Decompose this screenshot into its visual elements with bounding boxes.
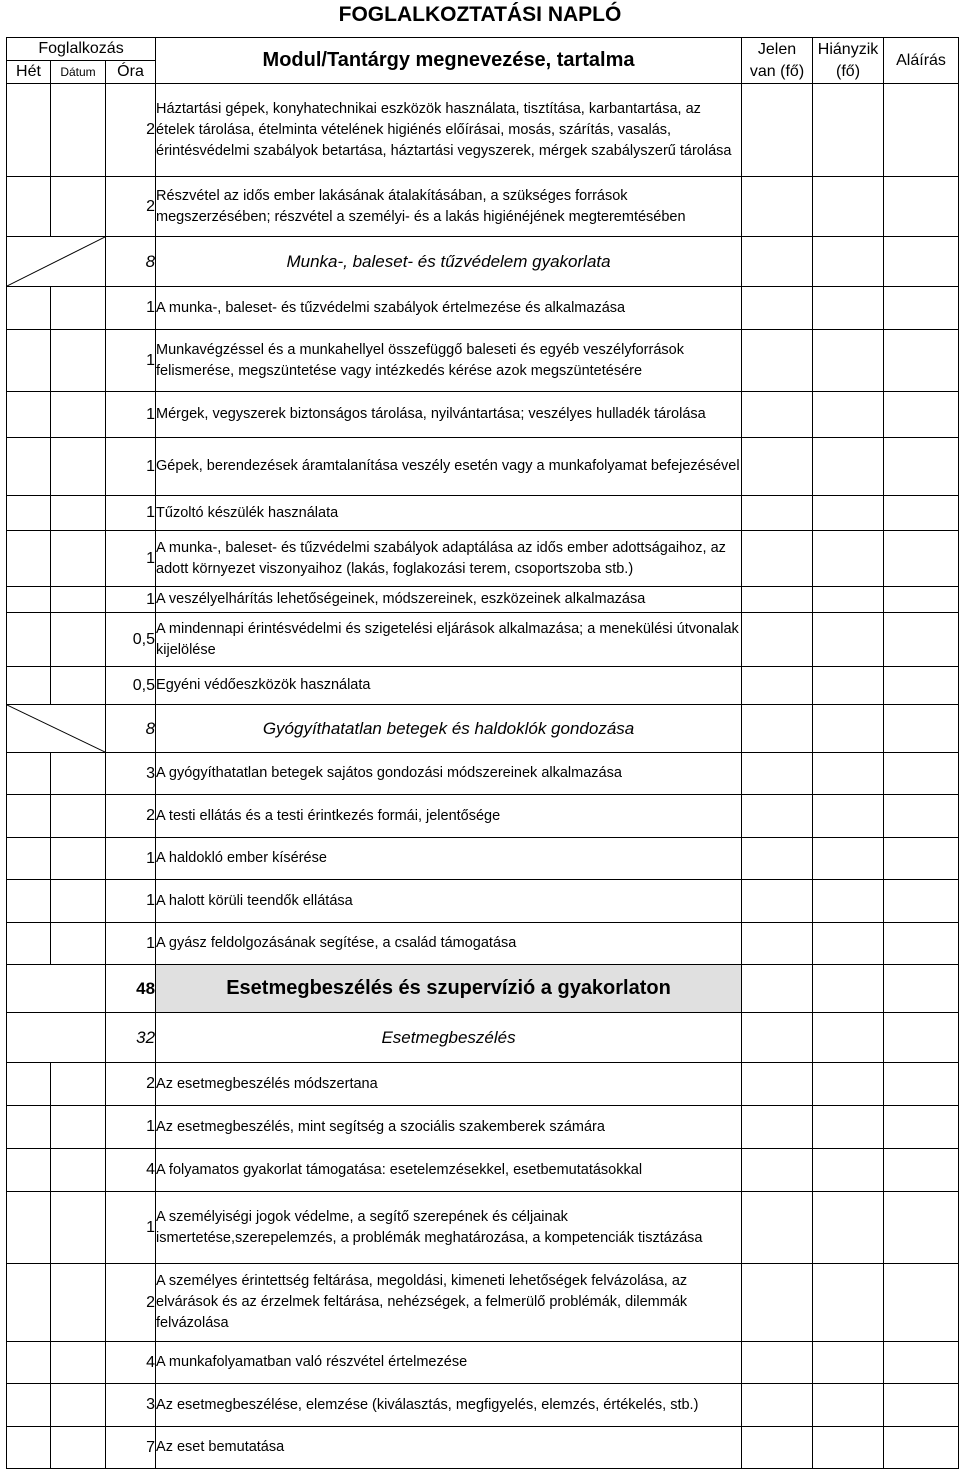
section-hours: 8 (106, 705, 156, 753)
signature-cell[interactable] (884, 438, 959, 496)
absent-cell[interactable] (813, 1013, 884, 1063)
present-cell[interactable] (742, 1384, 813, 1427)
table-row (7, 1192, 959, 1264)
datum-header: Dátum (51, 61, 106, 84)
activity-description: A személyiségi jogok védelme, a segítő szerepének és céljainak ismertetése,szerepelemzés, a problémák meghatározása, a kompetenciák tisztázása (156, 1192, 742, 1264)
hours-cell: 4 (106, 1342, 156, 1384)
activity-description: A személyes érintettség feltárása, megoldási, kimeneti lehetőségek felvázolása, az elvárások és az érzelmek feltárása, nehézségek, a felmerülő problémák, dilemmák felvázolása (156, 1264, 742, 1342)
datum-cell[interactable] (51, 1264, 106, 1342)
signature-cell[interactable] (884, 392, 959, 438)
section-row (7, 705, 959, 753)
present-cell[interactable] (742, 1106, 813, 1149)
het-cell[interactable] (7, 587, 51, 613)
absent-cell[interactable] (813, 965, 884, 1013)
datum-cell[interactable] (51, 587, 106, 613)
datum-cell[interactable] (51, 923, 106, 965)
hours-cell: 7 (106, 1427, 156, 1469)
absent-cell[interactable] (813, 1264, 884, 1342)
activity-description: A testi ellátás és a testi érintkezés formái, jelentősége (156, 795, 742, 838)
het-cell[interactable] (7, 330, 51, 392)
present-cell[interactable] (742, 1149, 813, 1192)
table-row (7, 177, 959, 237)
present-cell[interactable] (742, 880, 813, 923)
table-row (7, 1149, 959, 1192)
activity-description: Az esetmegbeszélés, mint segítség a szociális szakemberek számára (156, 1106, 742, 1149)
hours-cell: 4 (106, 1149, 156, 1192)
signature-cell[interactable] (884, 287, 959, 330)
datum-cell[interactable] (51, 753, 106, 795)
het-cell[interactable] (7, 1063, 51, 1106)
het-cell[interactable] (7, 1264, 51, 1342)
table-row (7, 438, 959, 496)
absent-cell[interactable] (813, 1149, 884, 1192)
jelen-header: Jelen van (fő) (742, 38, 813, 84)
signature-cell[interactable] (884, 613, 959, 667)
absent-cell[interactable] (813, 177, 884, 237)
hours-cell: 1 (106, 1192, 156, 1264)
section-diagonal (7, 705, 106, 753)
hours-cell: 1 (106, 330, 156, 392)
het-cell[interactable] (7, 392, 51, 438)
absent-cell[interactable] (813, 287, 884, 330)
activity-description: A halott körüli teendők ellátása (156, 880, 742, 923)
present-cell[interactable] (742, 1013, 813, 1063)
absent-cell[interactable] (813, 1342, 884, 1384)
datum-cell[interactable] (51, 613, 106, 667)
datum-cell[interactable] (51, 1384, 106, 1427)
absent-cell[interactable] (813, 84, 884, 177)
hours-cell: 1 (106, 880, 156, 923)
absent-cell[interactable] (813, 753, 884, 795)
present-cell[interactable] (742, 237, 813, 287)
het-cell[interactable] (7, 880, 51, 923)
section-title: Munka-, baleset- és tűzvédelem gyakorlata (156, 237, 742, 287)
het-cell[interactable] (7, 923, 51, 965)
present-cell[interactable] (742, 923, 813, 965)
present-cell[interactable] (742, 705, 813, 753)
modul-header: Modul/Tantárgy megnevezése, tartalma (156, 38, 742, 84)
signature-cell[interactable] (884, 330, 959, 392)
hours-cell: 3 (106, 1384, 156, 1427)
het-cell[interactable] (7, 177, 51, 237)
present-cell[interactable] (742, 1427, 813, 1469)
table-row (7, 753, 959, 795)
present-cell[interactable] (742, 753, 813, 795)
activity-description: Háztartási gépek, konyhatechnikai eszközök használata, tisztítása, karbantartása, az ételek tárolása, ételminta vételének higiénés előírásai, mosás, szárítás, vasalás, érintésvédelmi szabályok betartása, háztartási vegyszerek, mérgek szabályszerű tárolása (156, 84, 742, 177)
table-row (7, 496, 959, 531)
het-cell[interactable] (7, 753, 51, 795)
activity-description: A veszélyelhárítás lehetőségeinek, módszereinek, eszközeinek alkalmazása (156, 587, 742, 613)
activity-log-table (6, 37, 959, 1469)
present-cell[interactable] (742, 838, 813, 880)
table-row (7, 923, 959, 965)
signature-cell[interactable] (884, 1427, 959, 1469)
activity-description: A gyógyíthatatlan betegek sajátos gondozási módszereinek alkalmazása (156, 753, 742, 795)
hours-cell: 0,5 (106, 667, 156, 705)
table-row (7, 531, 959, 587)
het-cell[interactable] (7, 1106, 51, 1149)
activity-description: A gyász feldolgozásának segítése, a család támogatása (156, 923, 742, 965)
blank-cell (7, 965, 106, 1013)
alairas-header: Aláírás (884, 38, 959, 84)
absent-cell[interactable] (813, 705, 884, 753)
absent-cell[interactable] (813, 237, 884, 287)
absent-cell[interactable] (813, 1384, 884, 1427)
hours-cell: 2 (106, 1063, 156, 1106)
activity-description: A munka-, baleset- és tűzvédelmi szabályok értelmezése és alkalmazása (156, 287, 742, 330)
table-row (7, 1427, 959, 1469)
present-cell[interactable] (742, 177, 813, 237)
het-cell[interactable] (7, 1384, 51, 1427)
activity-description: A munkafolyamatban való részvétel értelmezése (156, 1342, 742, 1384)
het-cell[interactable] (7, 287, 51, 330)
absent-cell[interactable] (813, 613, 884, 667)
present-cell[interactable] (742, 1342, 813, 1384)
table-row (7, 1106, 959, 1149)
table-row (7, 880, 959, 923)
hours-cell: 1 (106, 587, 156, 613)
datum-cell[interactable] (51, 438, 106, 496)
hours-cell: 2 (106, 177, 156, 237)
present-cell[interactable] (742, 1192, 813, 1264)
section-diagonal (7, 237, 106, 287)
absent-cell[interactable] (813, 1106, 884, 1149)
page-title: FOGLALKOZTATÁSI NAPLÓ (338, 3, 622, 26)
ora-header: Óra (106, 61, 156, 84)
activity-description: A folyamatos gyakorlat támogatása: esetelemzésekkel, esetbemutatásokkal (156, 1149, 742, 1192)
datum-cell[interactable] (51, 880, 106, 923)
present-cell[interactable] (742, 795, 813, 838)
table-row (7, 613, 959, 667)
present-cell[interactable] (742, 531, 813, 587)
het-cell[interactable] (7, 838, 51, 880)
datum-cell[interactable] (51, 287, 106, 330)
hours-cell: 1 (106, 392, 156, 438)
activity-description: Az eset bemutatása (156, 1427, 742, 1469)
present-cell[interactable] (742, 1063, 813, 1106)
activity-description: A munka-, baleset- és tűzvédelmi szabályok adaptálása az idős ember adottságaihoz, az adott környezet viszonyaihoz (lakás, foglakozási terem, csoportszoba stb.) (156, 531, 742, 587)
signature-cell[interactable] (884, 1013, 959, 1063)
present-cell[interactable] (742, 667, 813, 705)
datum-cell[interactable] (51, 330, 106, 392)
section-title: Esetmegbeszélés (156, 1013, 742, 1063)
table-row (7, 795, 959, 838)
section-title: Gyógyíthatatlan betegek és haldoklók gondozása (156, 705, 742, 753)
table-row (7, 392, 959, 438)
signature-cell[interactable] (884, 496, 959, 531)
het-cell[interactable] (7, 1342, 51, 1384)
activity-description: Az esetmegbeszélése, elemzése (kiválasztás, megfigyelés, elemzés, értékelés, stb.) (156, 1384, 742, 1427)
signature-cell[interactable] (884, 705, 959, 753)
absent-cell[interactable] (813, 1192, 884, 1264)
signature-cell[interactable] (884, 795, 959, 838)
major-section-row (7, 965, 959, 1013)
hours-cell: 1 (106, 923, 156, 965)
datum-cell[interactable] (51, 84, 106, 177)
het-cell[interactable] (7, 1149, 51, 1192)
activity-description: Egyéni védőeszközök használata (156, 667, 742, 705)
signature-cell[interactable] (884, 880, 959, 923)
present-cell[interactable] (742, 587, 813, 613)
absent-cell[interactable] (813, 838, 884, 880)
het-cell[interactable] (7, 613, 51, 667)
major-section-hours: 48 (106, 965, 156, 1013)
datum-cell[interactable] (51, 838, 106, 880)
datum-cell[interactable] (51, 1106, 106, 1149)
het-cell[interactable] (7, 667, 51, 705)
section-hours: 32 (106, 1013, 156, 1063)
het-cell[interactable] (7, 1427, 51, 1469)
signature-cell[interactable] (884, 923, 959, 965)
activity-description: A mindennapi érintésvédelmi és szigetelési eljárások alkalmazása; a menekülési útvonalak kijelölése (156, 613, 742, 667)
absent-cell[interactable] (813, 392, 884, 438)
present-cell[interactable] (742, 496, 813, 531)
activity-description: Gépek, berendezések áramtalanítása veszély esetén vagy a munkafolyamat befejezésével (156, 438, 742, 496)
absent-cell[interactable] (813, 587, 884, 613)
datum-cell[interactable] (51, 1427, 106, 1469)
section-row (7, 1013, 959, 1063)
hours-cell: 1 (106, 287, 156, 330)
het-header: Hét (7, 61, 51, 84)
datum-cell[interactable] (51, 667, 106, 705)
hours-cell: 0,5 (106, 613, 156, 667)
signature-cell[interactable] (884, 1106, 959, 1149)
hours-cell: 1 (106, 838, 156, 880)
absent-cell[interactable] (813, 496, 884, 531)
activity-description: Mérgek, vegyszerek biztonságos tárolása, nyilvántartása; veszélyes hulladék tárolása (156, 392, 742, 438)
hianyzik-header: Hiányzik (fő) (813, 38, 884, 84)
section-hours: 8 (106, 237, 156, 287)
section-row (7, 237, 959, 287)
signature-cell[interactable] (884, 667, 959, 705)
signature-cell[interactable] (884, 177, 959, 237)
absent-cell[interactable] (813, 330, 884, 392)
present-cell[interactable] (742, 438, 813, 496)
absent-cell[interactable] (813, 795, 884, 838)
hours-cell: 3 (106, 753, 156, 795)
het-cell[interactable] (7, 438, 51, 496)
table-row (7, 838, 959, 880)
present-cell[interactable] (742, 965, 813, 1013)
absent-cell[interactable] (813, 1427, 884, 1469)
present-cell[interactable] (742, 613, 813, 667)
datum-cell[interactable] (51, 1192, 106, 1264)
blank-cell (7, 1013, 106, 1063)
major-section-title: Esetmegbeszélés és szupervízió a gyakorlaton (156, 965, 742, 1013)
absent-cell[interactable] (813, 667, 884, 705)
hours-cell: 2 (106, 84, 156, 177)
datum-cell[interactable] (51, 1342, 106, 1384)
present-cell[interactable] (742, 330, 813, 392)
table-row (7, 1264, 959, 1342)
absent-cell[interactable] (813, 923, 884, 965)
signature-cell[interactable] (884, 237, 959, 287)
datum-cell[interactable] (51, 496, 106, 531)
absent-cell[interactable] (813, 1063, 884, 1106)
datum-cell[interactable] (51, 795, 106, 838)
absent-cell[interactable] (813, 438, 884, 496)
signature-cell[interactable] (884, 531, 959, 587)
absent-cell[interactable] (813, 531, 884, 587)
datum-cell[interactable] (51, 177, 106, 237)
het-cell[interactable] (7, 84, 51, 177)
table-row (7, 1063, 959, 1106)
signature-cell[interactable] (884, 838, 959, 880)
table-row (7, 587, 959, 613)
signature-cell[interactable] (884, 84, 959, 177)
signature-cell[interactable] (884, 1384, 959, 1427)
foglalkozas-header: Foglalkozás (7, 38, 156, 61)
hours-cell: 1 (106, 438, 156, 496)
signature-cell[interactable] (884, 965, 959, 1013)
hours-cell: 2 (106, 1264, 156, 1342)
signature-cell[interactable] (884, 587, 959, 613)
datum-cell[interactable] (51, 392, 106, 438)
present-cell[interactable] (742, 84, 813, 177)
present-cell[interactable] (742, 287, 813, 330)
table-row (7, 84, 959, 177)
het-cell[interactable] (7, 1192, 51, 1264)
hours-cell: 1 (106, 496, 156, 531)
absent-cell[interactable] (813, 880, 884, 923)
hours-cell: 1 (106, 531, 156, 587)
hours-cell: 1 (106, 1106, 156, 1149)
signature-cell[interactable] (884, 753, 959, 795)
table-row (7, 667, 959, 705)
activity-description: Munkavégzéssel és a munkahellyel összefüggő baleseti és egyéb veszélyforrások felismerése, megszüntetése vagy intézkedés kérése azok megszüntetésére (156, 330, 742, 392)
activity-description: Részvétel az idős ember lakásának átalakításában, a szükséges források megszerzésében; részvétel a személyi- és a lakás higiénéjének megteremtésében (156, 177, 742, 237)
table-row (7, 330, 959, 392)
signature-cell[interactable] (884, 1192, 959, 1264)
activity-description: Az esetmegbeszélés módszertana (156, 1063, 742, 1106)
table-row (7, 1384, 959, 1427)
activity-description: Tűzoltó készülék használata (156, 496, 742, 531)
activity-description: A haldokló ember kísérése (156, 838, 742, 880)
table-row (7, 287, 959, 330)
signature-cell[interactable] (884, 1342, 959, 1384)
signature-cell[interactable] (884, 1264, 959, 1342)
datum-cell[interactable] (51, 1063, 106, 1106)
signature-cell[interactable] (884, 1063, 959, 1106)
datum-cell[interactable] (51, 531, 106, 587)
table-row (7, 1342, 959, 1384)
het-cell[interactable] (7, 496, 51, 531)
hours-cell: 2 (106, 795, 156, 838)
het-cell[interactable] (7, 795, 51, 838)
present-cell[interactable] (742, 392, 813, 438)
present-cell[interactable] (742, 1264, 813, 1342)
het-cell[interactable] (7, 531, 51, 587)
signature-cell[interactable] (884, 1149, 959, 1192)
datum-cell[interactable] (51, 1149, 106, 1192)
